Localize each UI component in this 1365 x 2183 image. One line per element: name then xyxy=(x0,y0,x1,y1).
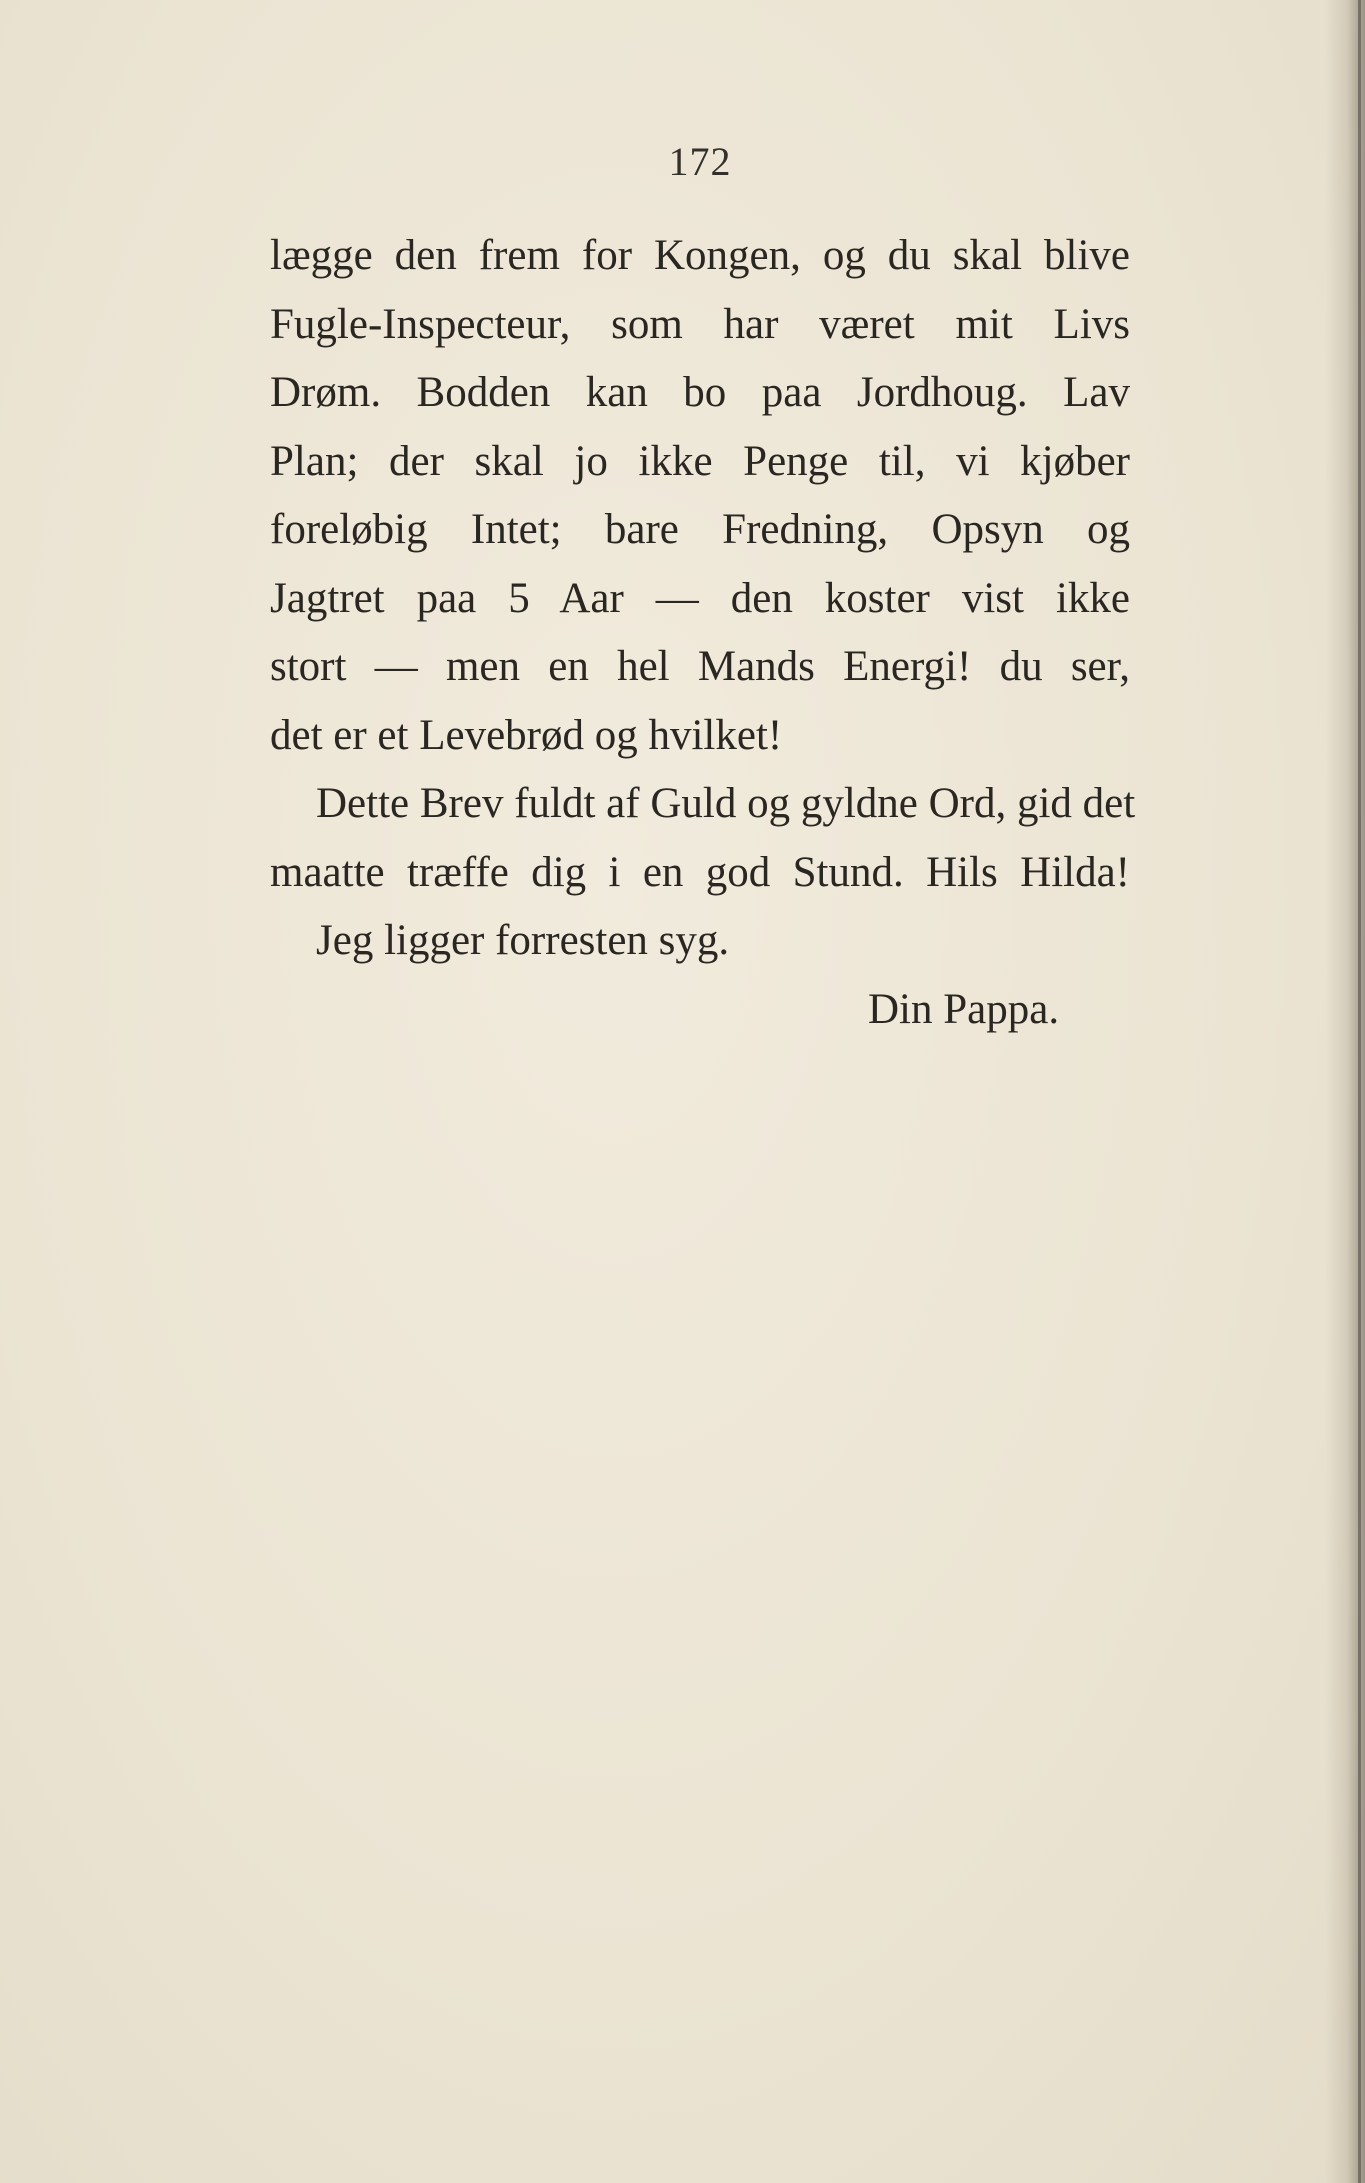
text-line: Jeg ligger forresten syg. xyxy=(316,917,730,964)
text-line: foreløbig Intet; bare Fredning, Opsyn og xyxy=(270,506,1130,553)
text-line: det er et Levebrød og hvilket! xyxy=(270,711,783,759)
page-number: 172 xyxy=(668,139,732,184)
text-line: Dette Brev fuldt af Guld og gyldne Ord, gid det xyxy=(316,780,1136,827)
page-edge-line xyxy=(1358,0,1361,2183)
text-line: Fugle-Inspecteur, som har været mit Livs xyxy=(270,300,1130,348)
text-line: stort — men en hel Mands Energi! du ser, xyxy=(270,643,1130,690)
text-line: maatte træffe dig i en god Stund. Hils Hilda! xyxy=(270,848,1130,896)
signature: Din Pappa. xyxy=(868,985,1060,1033)
text-line: Plan; der skal jo ikke Penge til, vi kjøber xyxy=(270,437,1130,485)
body-text xyxy=(270,222,1136,1044)
text-line: lægge den frem for Kongen, og du skal blive xyxy=(270,232,1130,279)
text-line: Jagtret paa 5 Aar — den koster vist ikke xyxy=(270,574,1130,622)
text-line: Drøm. Bodden kan bo paa Jordhoug. Lav xyxy=(270,369,1130,416)
